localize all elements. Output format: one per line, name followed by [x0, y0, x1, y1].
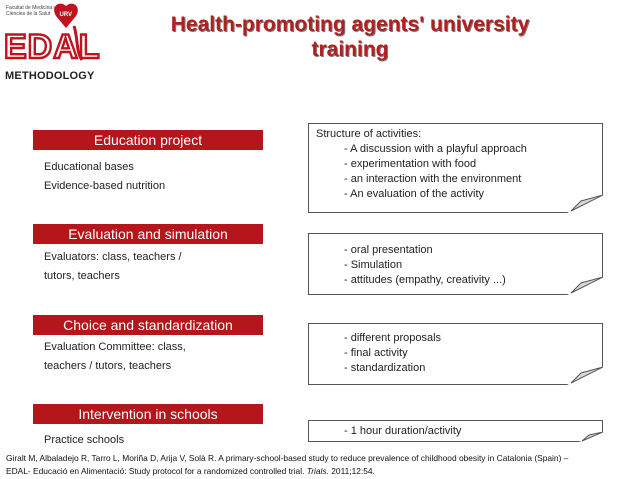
page-title [120, 12, 580, 62]
step-header-evaluation-simulation: Evaluation and simulation [33, 224, 263, 244]
step-detail-line: Practice schools [44, 434, 125, 446]
edal-logo-graphic [4, 2, 104, 68]
logo-wordmark: EDAL [4, 28, 101, 66]
step-details-choice-standardization [44, 338, 186, 376]
citation-volume: 2011;12:54. [331, 466, 375, 476]
logo-caption-1: Facultat de Medicina i [6, 5, 55, 11]
step-detail-line: Evaluation Committee: class, [44, 341, 186, 353]
step-detail-line: tutors, teachers [44, 270, 120, 282]
note-line: - experimentation with food [344, 158, 477, 170]
page-curl-icon [579, 432, 603, 442]
citation-title: EDAL- Educació en Alimentació: Study protocol for a randomized controlled trial. [6, 466, 305, 476]
citation-authors: Giralt M, Albaladejo R, Tarro L, Moriña D, Arija V, Solà R. A primary-school-based study to reduce prevalence of childhood obesity in Catalonia (Spain) – [6, 453, 569, 463]
page-title-line-1: Health-promoting agents' university [170, 13, 530, 36]
step-detail-line: teachers / tutors, teachers [44, 360, 172, 372]
page-title-line-2: training [311, 38, 389, 61]
note-evaluation [308, 233, 603, 295]
step-details-education-project [44, 158, 165, 196]
note-line: - an interaction with the environment [344, 173, 522, 185]
step-details-intervention-schools [44, 431, 124, 450]
note-line: - An evaluation of the activity [344, 188, 485, 200]
note-line: - A discussion with a playful approach [344, 143, 527, 155]
note-standardization [308, 323, 603, 385]
note-line: - standardization [344, 362, 426, 374]
section-label: METHODOLOGY [5, 70, 95, 82]
step-details-evaluation-simulation [44, 248, 182, 286]
logo-badge: URV [59, 12, 73, 18]
note-line: - Simulation [344, 259, 403, 271]
page-curl-icon [567, 195, 603, 213]
page-curl-icon [567, 277, 603, 295]
note-line: - oral presentation [344, 244, 433, 256]
step-detail-line: Educational bases [44, 161, 134, 173]
citation-journal: Trials. [306, 466, 329, 476]
logo-caption-2: Ciències de la Salut [6, 11, 51, 17]
page-curl-icon [567, 367, 603, 385]
step-detail-line: Evidence-based nutrition [44, 180, 166, 192]
note-structure-of-activities [308, 123, 603, 213]
step-detail-line: Evaluators: class, teachers / [44, 251, 182, 263]
step-header-intervention-schools: Intervention in schools [33, 404, 263, 424]
edal-logo [4, 2, 104, 68]
note-line: - 1 hour duration/activity [344, 425, 462, 437]
step-header-education-project: Education project [33, 130, 263, 150]
note-duration [308, 420, 603, 442]
step-header-choice-standardization: Choice and standardization [33, 315, 263, 335]
note-line: Structure of activities: [316, 128, 422, 140]
note-line: - attitudes (empathy, creativity ...) [344, 274, 506, 286]
note-line: - different proposals [344, 332, 442, 344]
citation [6, 452, 632, 478]
note-line: - final activity [344, 347, 408, 359]
